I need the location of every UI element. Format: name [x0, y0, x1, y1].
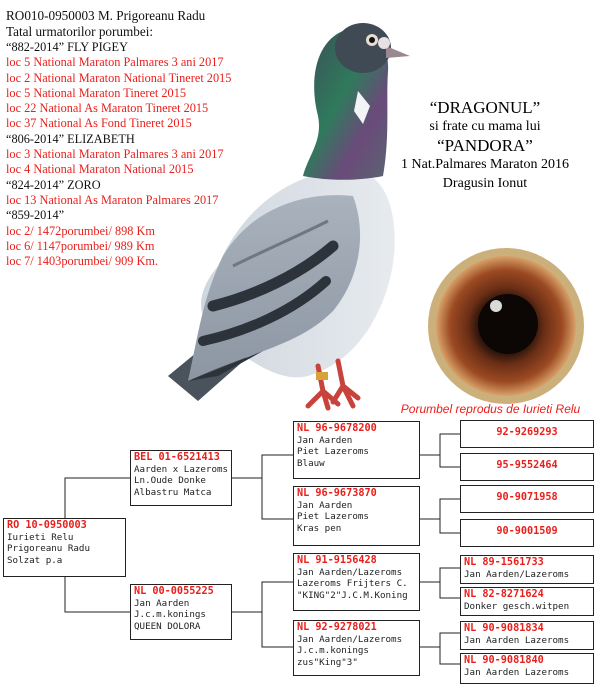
dd-line: zus"King"3" — [297, 656, 358, 668]
pedigree-sire — [130, 450, 232, 506]
pedigree-g2 — [460, 453, 594, 481]
sd-line: Piet Lazeroms — [297, 511, 369, 523]
g8-reg: NL 90-9081840 — [464, 655, 544, 666]
root-line: Iurieti Relu — [7, 532, 74, 543]
g1-reg: 92-9269293 — [496, 427, 558, 438]
pedigree-g4 — [460, 519, 594, 547]
dragonul-line2: “PANDORA” — [437, 136, 533, 155]
ss-line: Blauw — [297, 457, 325, 469]
dd-line: Jan Aarden/Lazeroms — [297, 634, 403, 645]
root-reg: RO 10-0950003 — [7, 520, 87, 531]
dragonul-line1: si frate cu mama lui — [429, 119, 541, 134]
sire-reg: BEL 01-6521413 — [134, 452, 220, 463]
ring-title: RO010-0950003 M. Prigoreanu Radu — [6, 8, 206, 23]
pedigree-g5 — [460, 555, 594, 584]
pigeon-name-line: “824-2014” ZORO — [6, 177, 101, 192]
dragonul-name: “DRAGONUL” — [429, 98, 541, 117]
g7-reg: NL 90-9081834 — [464, 623, 544, 634]
pedigree-dam — [130, 584, 232, 640]
dam-line: Jan Aarden — [134, 598, 190, 609]
dam-reg: NL 00-0055225 — [134, 586, 214, 597]
achievement-line: loc 37 National As Fond Tineret 2015 — [6, 116, 192, 131]
sire-line: Ln.Oude Donke — [134, 475, 206, 487]
father-of-heading: Tatal urmatorilor porumbei: — [6, 24, 154, 39]
dragonul-line3: 1 Nat.Palmares Maraton 2016 — [401, 157, 569, 172]
g7-line: Jan Aarden Lazeroms — [464, 635, 570, 646]
g8-line: Jan Aarden Lazeroms — [464, 667, 570, 678]
achievement-line: loc 5 National Maraton Tineret 2015 — [6, 85, 186, 100]
pedigree-g6 — [460, 587, 594, 616]
dragonul-line4: Dragusin Ionut — [442, 176, 528, 191]
sire-line: Albastru Matca — [134, 486, 212, 498]
achievement-line: loc 4 National Maraton National 2015 — [6, 162, 194, 177]
pigeon-name-line: “882-2014” FLY PIGEY — [6, 40, 128, 54]
achievement-line: loc 3 National Maraton Palmares 3 ani 2017 — [6, 147, 224, 162]
achievement-line: loc 2/ 1472porumbei/ 898 Km — [6, 223, 155, 238]
pedigree-sire-sire — [293, 421, 420, 479]
dd-reg: NL 92-9278021 — [297, 622, 377, 633]
g5-line: Jan Aarden/Lazeroms — [464, 569, 570, 580]
pedigree-dam-dam — [293, 620, 420, 676]
g6-reg: NL 82-8271624 — [464, 589, 544, 600]
achievement-line: loc 2 National Maraton National Tineret 2015 — [6, 70, 232, 85]
pedigree-g7 — [460, 621, 594, 650]
pedigree-dam-sire — [293, 553, 420, 611]
sd-reg: NL 96-9673870 — [297, 488, 377, 499]
sire-line: Aarden x Lazeroms — [134, 464, 228, 475]
ds-line: Jan Aarden/Lazeroms — [297, 567, 403, 578]
eye-image — [426, 246, 586, 406]
g3-reg: 90-9071958 — [496, 492, 558, 503]
dd-line: J.c.m.konings — [297, 645, 369, 657]
bred-by-caption: Porumbel reprodus de Iurieti Relu — [400, 402, 581, 416]
ss-reg: NL 96-9678200 — [297, 423, 377, 434]
ds-line: "KING"2"J.C.M.Koning — [297, 589, 408, 601]
achievement-line: loc 6/ 1147porumbei/ 989 Km — [6, 238, 155, 253]
pedigree-root — [3, 518, 126, 577]
ss-line: Piet Lazeroms — [297, 446, 369, 458]
root-line: Prigoreanu Radu — [7, 543, 90, 555]
pigeon-image — [158, 6, 418, 416]
g6-line: Donker gesch.witpen — [464, 601, 570, 612]
pedigree-g3 — [460, 485, 594, 513]
root-line: Solzat p.a — [7, 554, 63, 566]
achievement-line: loc 7/ 1403porumbei/ 909 Km. — [6, 254, 158, 269]
g2-reg: 95-9552464 — [496, 460, 558, 471]
ds-reg: NL 91-9156428 — [297, 555, 377, 566]
achievement-line: loc 5 National Maraton Palmares 3 ani 2017 — [6, 55, 224, 70]
g4-reg: 90-9001509 — [496, 526, 558, 537]
sd-line: Jan Aarden — [297, 500, 353, 511]
g5-reg: NL 89-1561733 — [464, 557, 544, 568]
ss-line: Jan Aarden — [297, 435, 353, 446]
ds-line: Lazeroms Frijters C. — [297, 578, 408, 590]
dam-line: J.c.m.konings — [134, 609, 206, 621]
pedigree-g1 — [460, 420, 594, 448]
pedigree-sire-dam — [293, 486, 420, 546]
achievement-line: loc 13 National As Maraton Palmares 2017 — [6, 192, 219, 207]
dragonul-caption — [395, 98, 575, 193]
pigeon-name-line: “806-2014” ELIZABETH — [6, 131, 135, 146]
dam-line: QUEEN DOLORA — [134, 620, 201, 632]
sd-line: Kras pen — [297, 522, 342, 534]
achievement-line: loc 22 National As Maraton Tineret 2015 — [6, 101, 209, 116]
pigeon-name-line: “859-2014” — [6, 208, 65, 223]
pedigree-g8 — [460, 653, 594, 684]
